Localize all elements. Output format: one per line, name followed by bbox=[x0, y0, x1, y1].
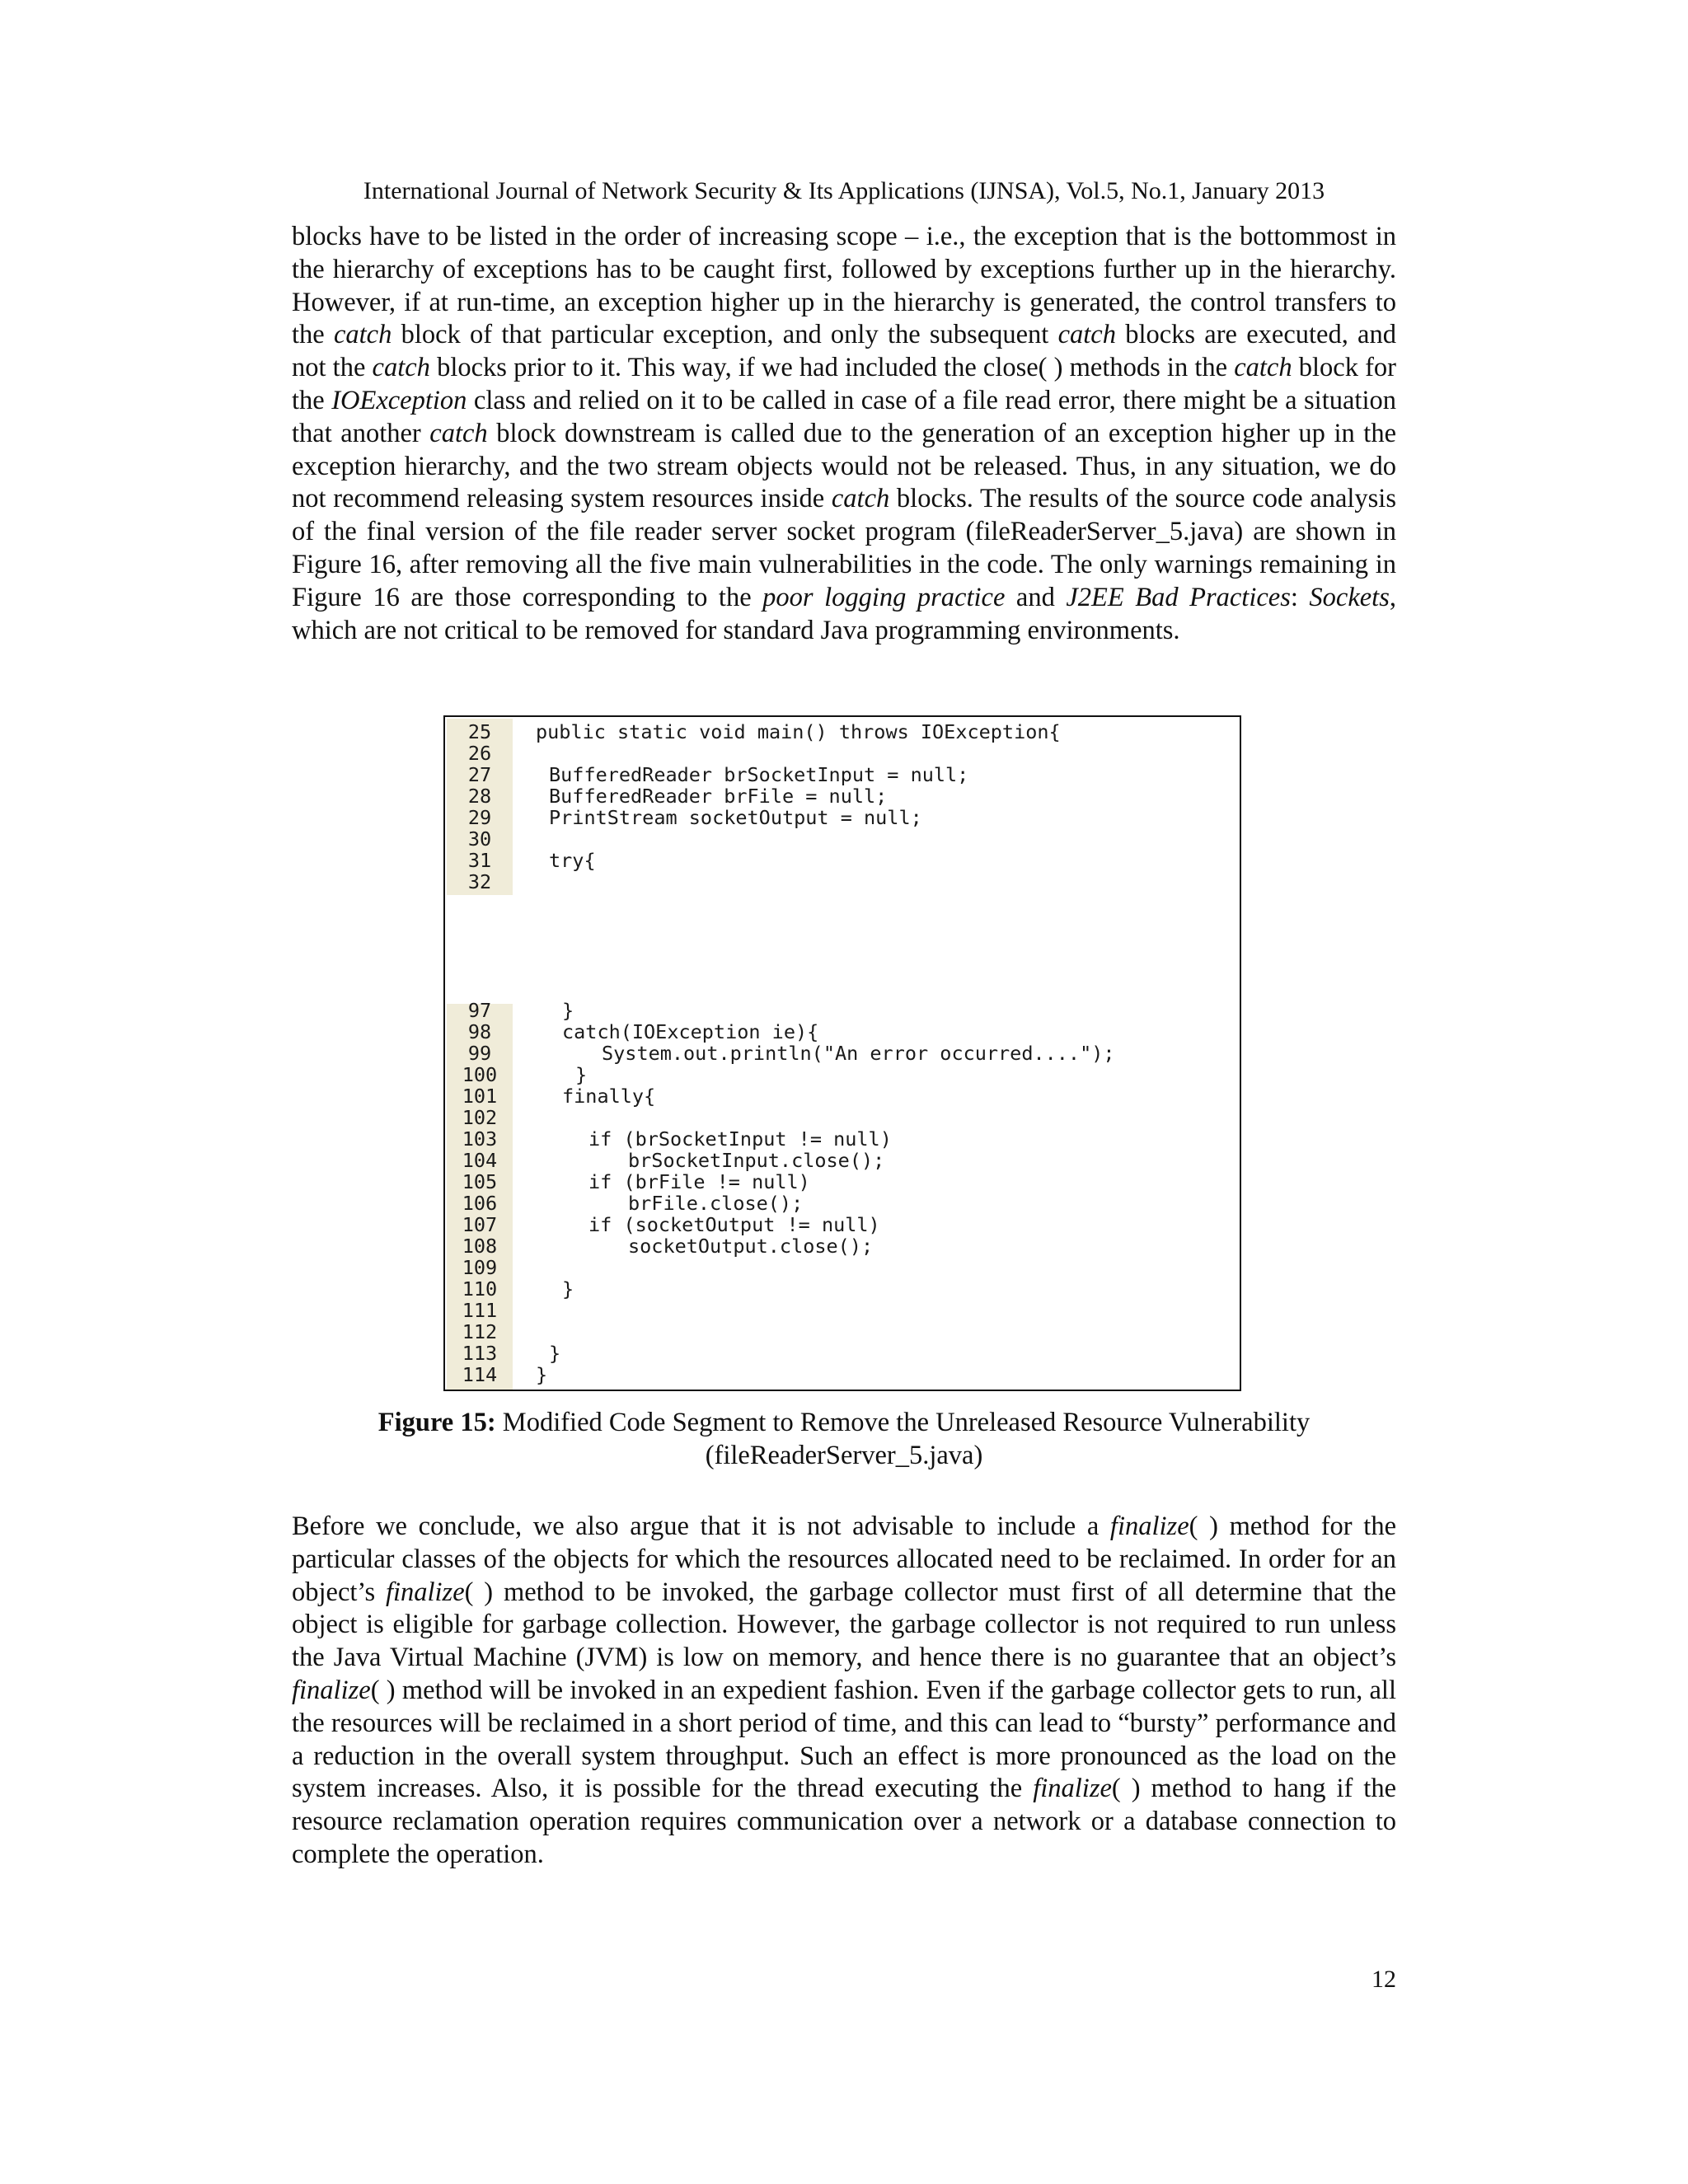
line-number: 101 bbox=[462, 1085, 498, 1108]
line-number: 29 bbox=[467, 806, 492, 829]
line-number: 110 bbox=[462, 1277, 498, 1301]
italic-term: finalize bbox=[385, 1577, 465, 1607]
line-number: 114 bbox=[462, 1363, 498, 1386]
italic-term: Sockets bbox=[1309, 582, 1390, 612]
code-line: brSocketInput.close(); bbox=[628, 1149, 885, 1172]
italic-term: finalize bbox=[292, 1675, 371, 1705]
line-number: 30 bbox=[467, 827, 492, 851]
line-number: 113 bbox=[462, 1342, 498, 1365]
body-paragraph-2 bbox=[292, 1511, 1396, 1872]
caption-label: Figure 15: bbox=[377, 1408, 496, 1437]
code-line: PrintStream socketOutput = null; bbox=[549, 806, 922, 829]
paragraph-text: block downstream is called due to the generation of an exception higher up in the exception hierarchy, and the two stream objects would not be released. Thus, in any situation, we do not recommend releasing system resources inside bbox=[292, 418, 1396, 514]
code-line: } bbox=[562, 1277, 574, 1301]
italic-term: poor logging practice bbox=[762, 582, 1006, 612]
italic-term: catch bbox=[831, 484, 890, 514]
running-header: International Journal of Network Security & Its Applications (IJNSA), Vol.5, No.1, January 2013 bbox=[363, 177, 1325, 204]
italic-term: catch bbox=[429, 418, 488, 448]
code-line: brFile.close(); bbox=[628, 1192, 804, 1215]
code-line: catch(IOException ie){ bbox=[562, 1020, 819, 1043]
italic-term: catch bbox=[1057, 320, 1116, 350]
page-number: 12 bbox=[1372, 1966, 1396, 1993]
code-line: BufferedReader brSocketInput = null; bbox=[549, 763, 969, 786]
paragraph-text: blocks. The results of the source code analysis of the final version of the file reader server socket program (fileReaderServer_5.java) are shown in Figure 16, after removing all the five main vulnerabilities in the code. The only warnings remaining in Figure 16 are those corresponding to the bbox=[292, 484, 1396, 612]
code-line: if (brSocketInput != null) bbox=[588, 1127, 892, 1151]
code-line: try{ bbox=[549, 849, 596, 872]
paragraph-text: and bbox=[1005, 582, 1067, 612]
line-number: 25 bbox=[467, 720, 492, 743]
paragraph-text: ( ) method for the particular classes of the objects for which the resources allocated need to be reclaimed. In order for an object’s bbox=[292, 1511, 1396, 1607]
line-number: 99 bbox=[467, 1042, 492, 1065]
line-number: 112 bbox=[462, 1320, 498, 1343]
code-line: } bbox=[575, 1063, 588, 1086]
line-number: 26 bbox=[467, 742, 492, 765]
line-number: 98 bbox=[467, 1020, 492, 1043]
paragraph-text: block of that particular exception, and only the subsequent bbox=[392, 320, 1058, 350]
code-line: System.out.println("An error occurred...."); bbox=[602, 1042, 1115, 1065]
caption-line-1 bbox=[292, 1406, 1396, 1439]
italic-term: IOException bbox=[331, 385, 467, 415]
paragraph-text: Before we conclude, we also argue that it is not advisable to include a bbox=[292, 1511, 1110, 1541]
caption-line-2: (fileReaderServer_5.java) bbox=[705, 1441, 983, 1470]
line-number: 105 bbox=[462, 1170, 498, 1193]
code-line: if (socketOutput != null) bbox=[588, 1213, 880, 1236]
italic-term: catch bbox=[372, 353, 430, 383]
code-line: BufferedReader brFile = null; bbox=[549, 785, 888, 808]
code-line: public static void main() throws IOException{ bbox=[536, 720, 1061, 743]
line-number: 103 bbox=[462, 1127, 498, 1151]
code-line: finally{ bbox=[562, 1085, 656, 1108]
code-line: socketOutput.close(); bbox=[628, 1235, 874, 1258]
line-number: 107 bbox=[462, 1213, 498, 1236]
paragraph-text: ( ) method to hang if the resource reclamation operation requires communication over a network or a database connection to complete the operation. bbox=[292, 1774, 1396, 1869]
code-line: } bbox=[536, 1363, 548, 1386]
paragraph-text: class and relied on it to be called in case of a file read error, there might be a situation that another bbox=[292, 385, 1396, 448]
paragraph-text: , which are not critical to be removed for standard Java programming environments. bbox=[292, 582, 1396, 645]
line-number: 27 bbox=[467, 763, 492, 786]
italic-term: catch bbox=[1234, 353, 1292, 383]
line-number: 97 bbox=[467, 999, 492, 1022]
line-number: 106 bbox=[462, 1192, 498, 1215]
italic-term: finalize bbox=[1033, 1774, 1112, 1804]
line-number: 108 bbox=[462, 1235, 498, 1258]
paragraph-text: : bbox=[1290, 582, 1310, 612]
italic-term: catch bbox=[333, 320, 392, 350]
italic-term: finalize bbox=[1109, 1511, 1189, 1541]
paragraph-text: ( ) method will be invoked in an expedient fashion. Even if the garbage collector gets to run, all the resources will be reclaimed in a short period of time, and this can lead to “bursty” performance and a reduction in the overall system throughput. Such an effect is more pronounced as the load on the system increases. Also, it is possible for the thread executing the bbox=[292, 1675, 1396, 1804]
line-number: 31 bbox=[467, 849, 492, 872]
line-number: 32 bbox=[467, 870, 492, 893]
line-number: 111 bbox=[462, 1299, 498, 1322]
code-line: } bbox=[562, 999, 574, 1022]
code-figure bbox=[443, 715, 1241, 1391]
caption-text: Modified Code Segment to Remove the Unreleased Resource Vulnerability bbox=[495, 1408, 1311, 1437]
line-number: 104 bbox=[462, 1149, 498, 1172]
figure-caption bbox=[292, 1406, 1396, 1472]
paragraph-text: blocks have to be listed in the order of increasing scope – i.e., the exception that is the bottommost in the hierarchy of exceptions has to be caught first, followed by exceptions further up in the hierarchy. However, if at run-time, an exception higher up in the hierarchy is generated, the control transfers to the bbox=[292, 222, 1396, 350]
line-number: 109 bbox=[462, 1256, 498, 1279]
paragraph-text: blocks prior to it. This way, if we had included the close( ) methods in the bbox=[429, 353, 1235, 383]
line-number: 100 bbox=[462, 1063, 498, 1086]
italic-term: J2EE Bad Practices bbox=[1066, 582, 1291, 612]
line-number: 102 bbox=[462, 1106, 498, 1129]
paragraph-text: ( ) method to be invoked, the garbage collector must first of all determine that the object is eligible for garbage collection. However, the garbage collector is not required to run unless the Java Virtual Machine (JVM) is low on memory, and hence there is no guarantee that an object’s bbox=[292, 1577, 1396, 1673]
line-number: 28 bbox=[467, 785, 492, 808]
code-line: if (brFile != null) bbox=[588, 1170, 810, 1193]
body-paragraph-1 bbox=[292, 221, 1396, 647]
paragraph-text: blocks are executed, and not the bbox=[292, 320, 1396, 383]
code-line: } bbox=[549, 1342, 561, 1365]
paragraph-text: block for the bbox=[292, 353, 1396, 415]
